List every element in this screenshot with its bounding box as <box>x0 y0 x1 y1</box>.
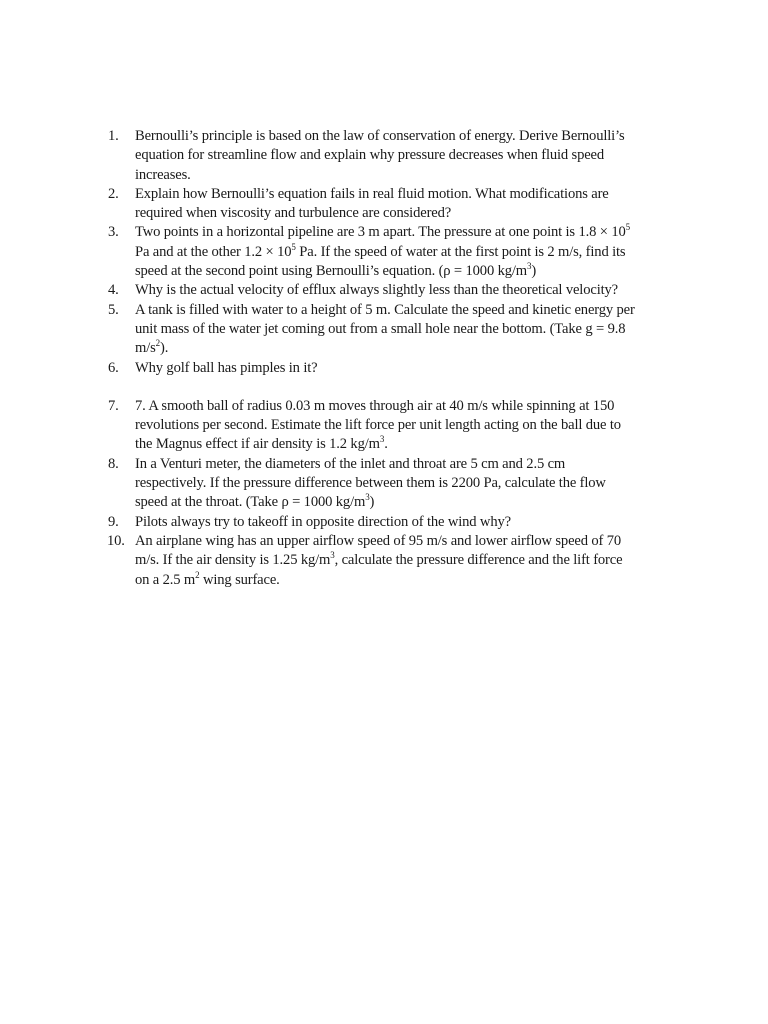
question-number: 8. <box>108 455 119 472</box>
question-number: 5. <box>108 301 119 318</box>
superscript: 2 <box>195 569 200 580</box>
question-text-segment: Pa and at the other 1.2 × 10 <box>135 243 292 260</box>
question-line: Why is the actual velocity of efflux always slightly less than the theoretical velocity? <box>135 282 618 299</box>
question-text-segment: on a 2.5 m <box>135 571 196 588</box>
question-text <box>135 456 606 511</box>
question-line: increases. <box>135 166 191 183</box>
question-item <box>108 532 668 590</box>
question-number: 3. <box>108 224 119 241</box>
question-line: Explain how Bernoulli’s equation fails in real fluid motion. What modifications are <box>135 185 609 202</box>
question-line: required when viscosity and turbulence are considered? <box>135 205 452 222</box>
question-text <box>135 282 618 298</box>
question-text <box>135 360 317 376</box>
question-text-segment: unit mass of the water jet coming out from a small hole near the bottom. (Take g = 9.8 <box>135 320 626 337</box>
superscript: 3 <box>379 434 385 445</box>
question-number: 1. <box>108 128 119 144</box>
question-text <box>135 224 630 279</box>
superscript: 3 <box>527 261 532 272</box>
question-text-segment: speed at the throat. (Take ρ = 1000 kg/m <box>135 494 366 511</box>
question-text-segment: m/s. If the air density is 1.25 kg/m <box>135 552 331 569</box>
question-number: 2. <box>108 185 119 202</box>
question-text-segment: the Magnus effect if air density is 1.2 kg/m <box>135 436 380 453</box>
question-text-segment: m/s <box>135 340 156 357</box>
question-text-segment: , calculate the pressure difference and the lift force <box>334 552 623 569</box>
question-item <box>108 513 668 532</box>
question-text-segment: ) <box>531 263 537 280</box>
question-text-segment: 7. A smooth ball of radius 0.03 m moves through air at 40 m/s while spinning at 150 <box>135 397 615 414</box>
question-number: 7. <box>108 397 119 414</box>
question-item <box>108 223 668 281</box>
question-text-segment: speed at the second point using Bernoulli’s equation. (ρ = 1000 kg/m <box>135 263 527 280</box>
question-item <box>108 281 668 300</box>
question-text <box>135 398 621 453</box>
question-line: equation for streamline flow and explain why pressure decreases when fluid speed <box>135 147 605 164</box>
question-text <box>135 533 622 588</box>
question-text <box>135 302 635 357</box>
question-line: Why golf ball has pimples in it? <box>135 359 318 376</box>
question-text-segment: . <box>384 436 388 453</box>
superscript: 5 <box>625 222 630 233</box>
question-text-segment: Pa. If the speed of water at the first point is 2 m/s, find its <box>295 243 626 260</box>
question-item <box>108 397 668 455</box>
question-text-segment: respectively. If the pressure difference between them is 2200 Pa, calculate the flow <box>135 475 606 492</box>
question-text-segment: ). <box>160 340 169 357</box>
superscript: 3 <box>330 550 335 561</box>
question-item <box>108 301 668 359</box>
question-item <box>108 455 668 513</box>
question-text-segment: revolutions per second. Estimate the lift force per unit length acting on the ball due to <box>135 417 621 434</box>
question-list <box>108 127 668 590</box>
question-number: 10. <box>107 532 125 549</box>
question-number: 4. <box>108 282 119 299</box>
superscript: 5 <box>291 241 296 252</box>
question-line: Pilots always try to takeoff in opposite direction of the wind why? <box>135 513 511 530</box>
question-item <box>108 185 668 224</box>
question-text-segment: Two points in a horizontal pipeline are 3 m apart. The pressure at one point is 1.8 × 10 <box>135 224 626 241</box>
question-text-segment: In a Venturi meter, the diameters of the inlet and throat are 5 cm and 2.5 cm <box>135 455 566 472</box>
question-text-segment: A tank is filled with water to a height of 5 m. Calculate the speed and kinetic energy per <box>135 301 635 318</box>
question-line: Bernoulli’s principle is based on the law of conservation of energy. Derive Bernoulli’s <box>135 128 625 144</box>
question-text-segment: ) <box>369 494 375 511</box>
question-item <box>108 359 668 378</box>
question-text <box>135 514 511 530</box>
question-text <box>135 186 609 221</box>
superscript: 3 <box>365 492 370 503</box>
question-number: 9. <box>108 513 119 530</box>
question-text-segment: An airplane wing has an upper airflow speed of 95 m/s and lower airflow speed of 70 <box>135 532 622 549</box>
superscript: 2 <box>155 338 160 349</box>
question-text-segment: wing surface. <box>199 571 280 588</box>
question-number: 6. <box>108 359 119 376</box>
question-text <box>135 128 625 183</box>
question-item <box>108 127 668 185</box>
